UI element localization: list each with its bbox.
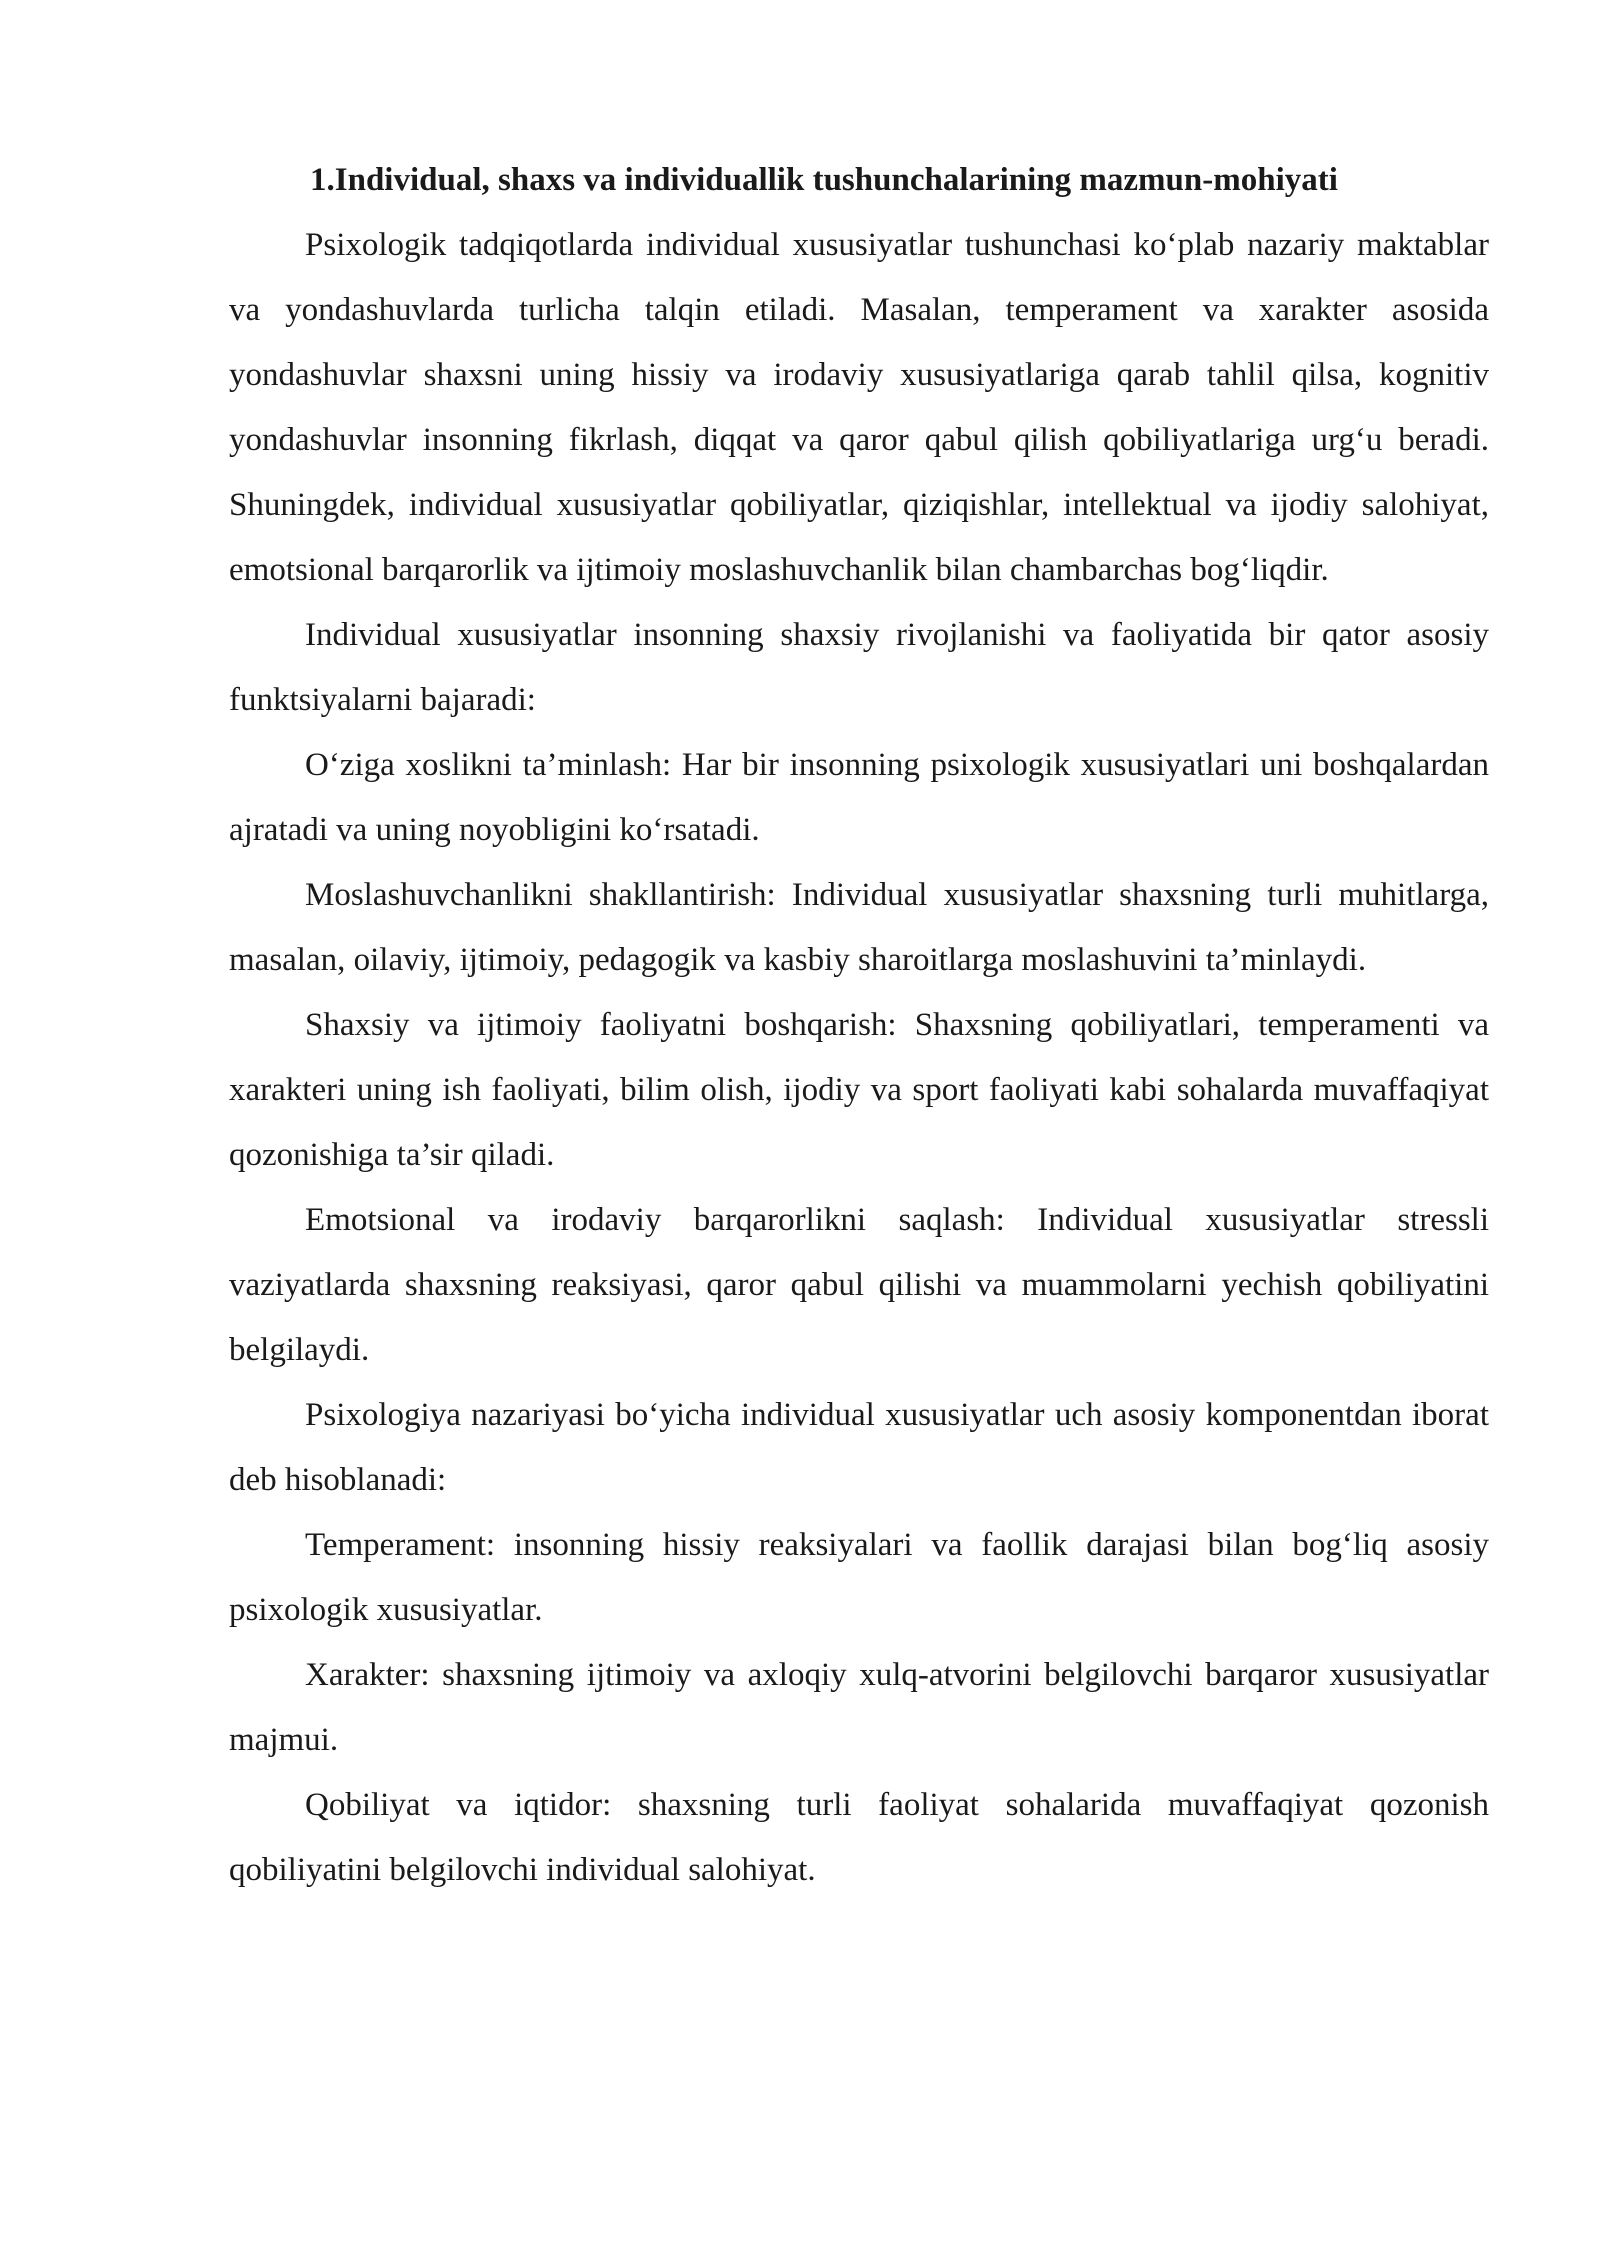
paragraph-intro: Psixologik tadqiqotlarda individual xususiyatlar tushunchasi ko‘plab nazariy maktablar va yondashuvlarda turlicha talqin etiladi. Masalan, temperament va xarakter asosida yondashuvlar shaxsni uning hissiy va irodaviy xususiyatlariga qarab tahlil qilsa, kognitiv yondashuvlar insonning fikrlash, diqqat va qaror qabul qilish qobiliyatlariga urg‘u beradi. Shuningdek, individual xususiyatlar qobiliyatlar, qiziqishlar, intellektual va ijodiy salohiyat, emotsional barqarorlik va ijtimoiy moslashuvchanlik bilan chambarchas bog‘liqdir. [229, 227, 1489, 588]
paragraph-components: Psixologiya nazariyasi bo‘yicha individual xususiyatlar uch asosiy komponentdan iborat deb hisoblanadi: [229, 1397, 1489, 1498]
document-page [229, 148, 1489, 1903]
section-heading: 1.Individual, shaxs va individuallik tushunchalarining mazmun-mohiyati [310, 162, 1338, 198]
paragraph-emotional-stability: Emotsional va irodaviy barqarorlikni saqlash: Individual xususiyatlar stressli vaziyatlarda shaxsning reaksiyasi, qaror qabul qilishi va muammolarni yechish qobiliyatini belgilaydi. [229, 1202, 1489, 1368]
paragraph-activity-management: Shaxsiy va ijtimoiy faoliyatni boshqarish: Shaxsning qobiliyatlari, temperamenti va xarakteri uning ish faoliyati, bilim olish, ijodiy va sport faoliyati kabi sohalarda muvaffaqiyat qozonishiga ta’sir qiladi. [229, 1007, 1489, 1173]
paragraph-temperament: Temperament: insonning hissiy reaksiyalari va faollik darajasi bilan bog‘liq asosiy psixologik xususiyatlar. [229, 1527, 1489, 1628]
paragraph-adaptability: Moslashuvchanlikni shakllantirish: Individual xususiyatlar shaxsning turli muhitlarga, masalan, oilaviy, ijtimoiy, pedagogik va kasbiy sharoitlarga moslashuvini ta’minlaydi. [229, 877, 1489, 978]
paragraph-uniqueness: O‘ziga xoslikni ta’minlash: Har bir insonning psixologik xususiyatlari uni boshqalardan ajratadi va uning noyobligini ko‘rsatadi. [229, 747, 1489, 848]
paragraph-functions: Individual xususiyatlar insonning shaxsiy rivojlanishi va faoliyatida bir qator asosiy funktsiyalarni bajaradi: [229, 617, 1489, 718]
paragraph-character: Xarakter: shaxsning ijtimoiy va axloqiy xulq-atvorini belgilovchi barqaror xususiyatlar majmui. [229, 1657, 1489, 1758]
paragraph-ability: Qobiliyat va iqtidor: shaxsning turli faoliyat sohalarida muvaffaqiyat qozonish qobiliyatini belgilovchi individual salohiyat. [229, 1787, 1489, 1888]
